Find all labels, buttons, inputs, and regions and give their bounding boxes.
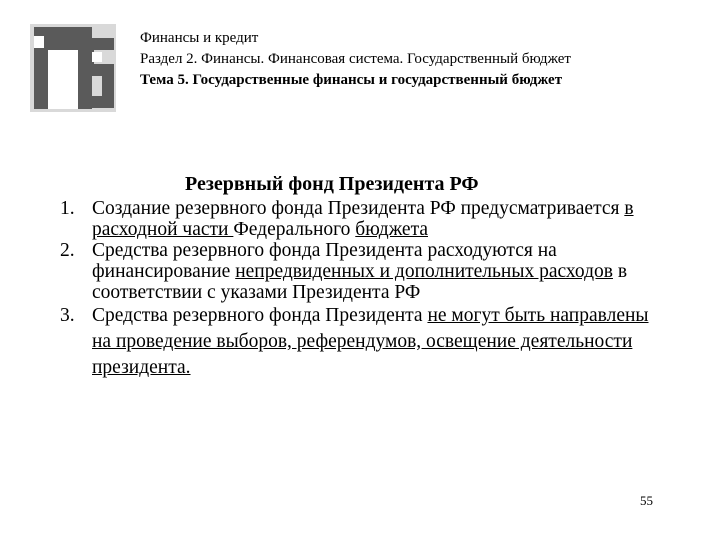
course-title: Финансы и кредит	[140, 30, 259, 46]
item-emphasis: непредвиденных и дополнительных расходов	[235, 261, 613, 282]
page-number: 55	[640, 493, 653, 508]
slide-header	[140, 28, 710, 91]
list-item	[60, 198, 670, 240]
item-number: 3.	[60, 305, 75, 326]
section-title: Раздел 2. Финансы. Финансовая система. Государственный бюджет	[140, 51, 571, 67]
item-emphasis: не могут быть направлены на проведение выборов, референдумов, освещение деятельности президента.	[92, 305, 649, 378]
topic-title: Тема 5. Государственные финансы и государственный бюджет	[140, 72, 563, 88]
item-text: Федерального	[233, 219, 356, 240]
ps-logo-icon	[30, 24, 116, 112]
item-number: 2.	[60, 240, 75, 261]
logo	[30, 24, 116, 112]
list-item	[60, 303, 670, 381]
item-text: Средства резервного фонда Президента	[92, 305, 428, 326]
item-text: Создание резервного фонда Президента РФ предусматривается	[92, 198, 625, 219]
item-emphasis: в расходной части	[92, 198, 634, 240]
item-number: 1.	[60, 198, 75, 219]
list-item	[60, 240, 670, 303]
item-list	[60, 198, 670, 381]
item-text: Средства резервного фонда Президента расходуются на финансирование	[92, 240, 557, 282]
item-text: в соответствии с указами Президента РФ	[92, 261, 628, 303]
item-emphasis: бюджета	[355, 219, 428, 240]
slide-title: Резервный фонд Президента РФ	[185, 173, 479, 195]
